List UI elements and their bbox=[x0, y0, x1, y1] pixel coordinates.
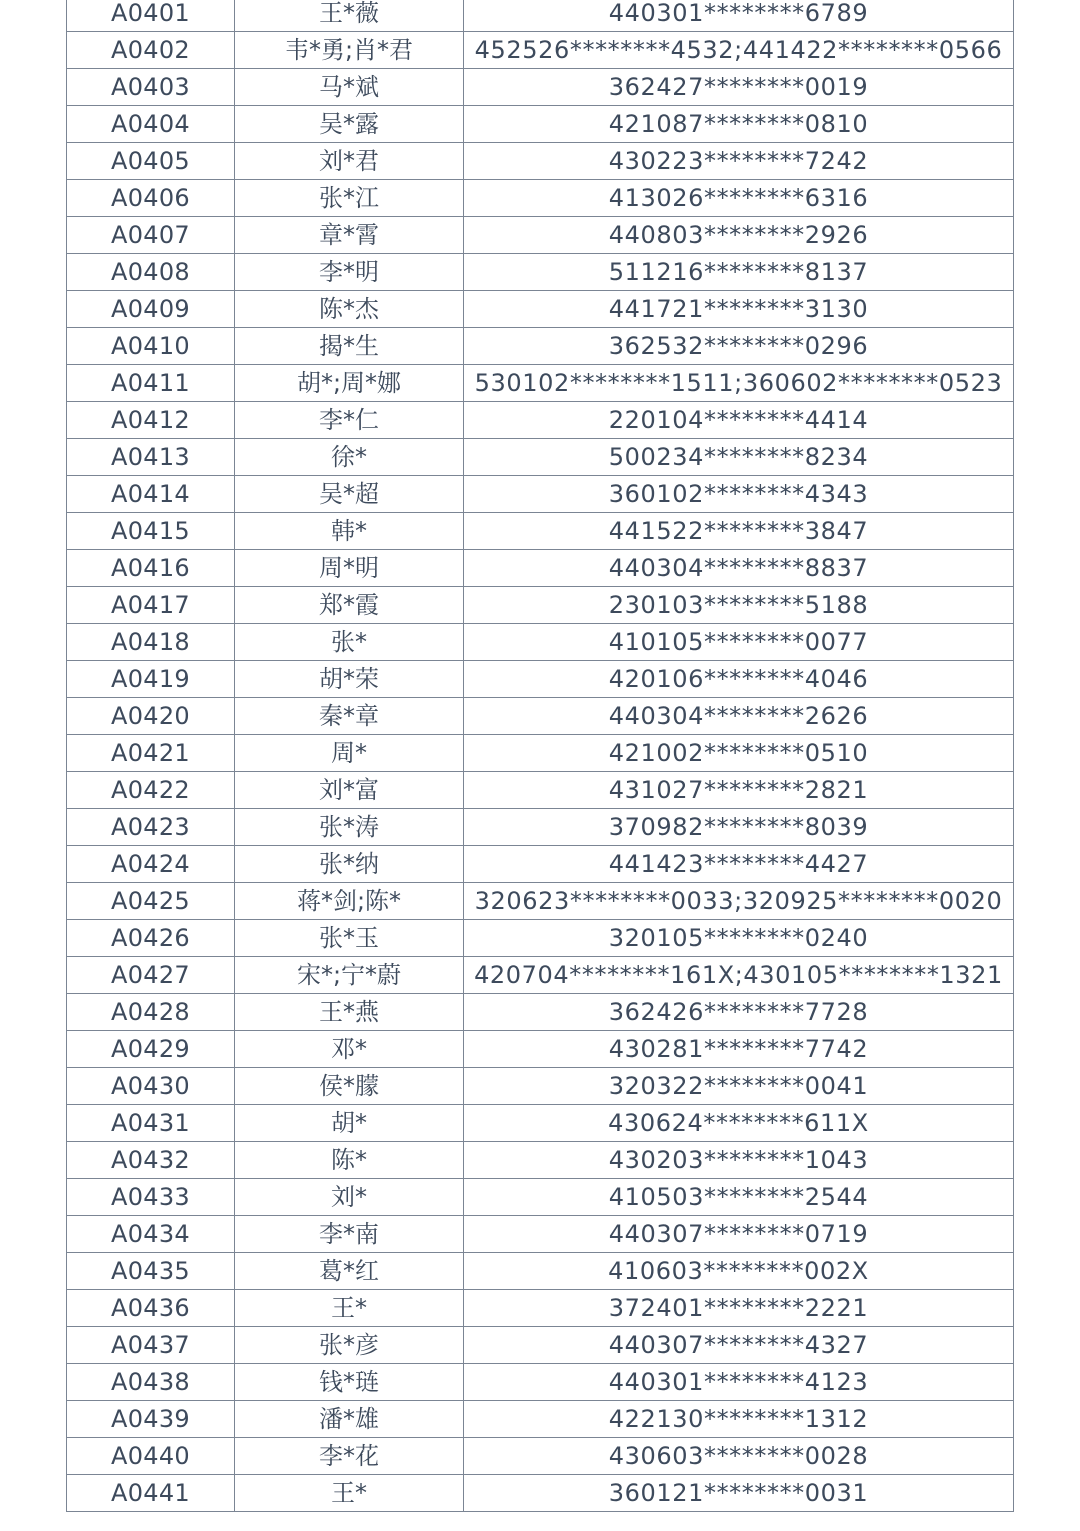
id-number-cell: 370982********8039 bbox=[464, 809, 1014, 846]
id-number-cell: 430624********611X bbox=[464, 1105, 1014, 1142]
table-row bbox=[67, 1290, 1014, 1327]
id-number-cell: 362427********0019 bbox=[464, 69, 1014, 106]
table-row bbox=[67, 772, 1014, 809]
row-number-cell: A0416 bbox=[67, 550, 235, 587]
name-cell: 章*霄 bbox=[235, 217, 464, 254]
table-row bbox=[67, 69, 1014, 106]
name-cell: 刘* bbox=[235, 1179, 464, 1216]
name-cell: 李*明 bbox=[235, 254, 464, 291]
applicant-table-container bbox=[66, 0, 1013, 1512]
table-row bbox=[67, 1216, 1014, 1253]
id-number-cell: 440803********2926 bbox=[464, 217, 1014, 254]
id-number-cell: 320623********0033;320925********0020 bbox=[464, 883, 1014, 920]
table-row bbox=[67, 587, 1014, 624]
table-row bbox=[67, 1438, 1014, 1475]
row-number-cell: A0418 bbox=[67, 624, 235, 661]
row-number-cell: A0406 bbox=[67, 180, 235, 217]
row-number-cell: A0427 bbox=[67, 957, 235, 994]
table-row bbox=[67, 846, 1014, 883]
id-number-cell: 362532********0296 bbox=[464, 328, 1014, 365]
id-number-cell: 511216********8137 bbox=[464, 254, 1014, 291]
id-number-cell: 360102********4343 bbox=[464, 476, 1014, 513]
id-number-cell: 410503********2544 bbox=[464, 1179, 1014, 1216]
id-number-cell: 420106********4046 bbox=[464, 661, 1014, 698]
row-number-cell: A0415 bbox=[67, 513, 235, 550]
table-row bbox=[67, 1142, 1014, 1179]
id-number-cell: 441721********3130 bbox=[464, 291, 1014, 328]
id-number-cell: 422130********1312 bbox=[464, 1401, 1014, 1438]
name-cell: 马*斌 bbox=[235, 69, 464, 106]
row-number-cell: A0411 bbox=[67, 365, 235, 402]
table-row bbox=[67, 920, 1014, 957]
name-cell: 张*涛 bbox=[235, 809, 464, 846]
name-cell: 陈*杰 bbox=[235, 291, 464, 328]
id-number-cell: 410105********0077 bbox=[464, 624, 1014, 661]
table-row bbox=[67, 550, 1014, 587]
id-number-cell: 440301********6789 bbox=[464, 0, 1014, 32]
id-number-cell: 362426********7728 bbox=[464, 994, 1014, 1031]
id-number-cell: 430203********1043 bbox=[464, 1142, 1014, 1179]
table-row bbox=[67, 0, 1014, 32]
table-row bbox=[67, 32, 1014, 69]
row-number-cell: A0417 bbox=[67, 587, 235, 624]
table-body bbox=[67, 0, 1014, 1512]
id-number-cell: 413026********6316 bbox=[464, 180, 1014, 217]
table-row bbox=[67, 994, 1014, 1031]
row-number-cell: A0404 bbox=[67, 106, 235, 143]
row-number-cell: A0420 bbox=[67, 698, 235, 735]
name-cell: 王* bbox=[235, 1475, 464, 1512]
row-number-cell: A0438 bbox=[67, 1364, 235, 1401]
table-row bbox=[67, 735, 1014, 772]
name-cell: 刘*君 bbox=[235, 143, 464, 180]
row-number-cell: A0403 bbox=[67, 69, 235, 106]
table-row bbox=[67, 513, 1014, 550]
name-cell: 钱*琏 bbox=[235, 1364, 464, 1401]
id-number-cell: 440304********2626 bbox=[464, 698, 1014, 735]
name-cell: 王* bbox=[235, 1290, 464, 1327]
id-number-cell: 421087********0810 bbox=[464, 106, 1014, 143]
name-cell: 张*彦 bbox=[235, 1327, 464, 1364]
row-number-cell: A0436 bbox=[67, 1290, 235, 1327]
table-row bbox=[67, 1105, 1014, 1142]
name-cell: 李*花 bbox=[235, 1438, 464, 1475]
id-number-cell: 320322********0041 bbox=[464, 1068, 1014, 1105]
name-cell: 周*明 bbox=[235, 550, 464, 587]
name-cell: 邓* bbox=[235, 1031, 464, 1068]
row-number-cell: A0433 bbox=[67, 1179, 235, 1216]
name-cell: 侯*朦 bbox=[235, 1068, 464, 1105]
name-cell: 李*南 bbox=[235, 1216, 464, 1253]
name-cell: 王*燕 bbox=[235, 994, 464, 1031]
name-cell: 韦*勇;肖*君 bbox=[235, 32, 464, 69]
table-row bbox=[67, 1031, 1014, 1068]
row-number-cell: A0412 bbox=[67, 402, 235, 439]
id-number-cell: 430223********7242 bbox=[464, 143, 1014, 180]
table-row bbox=[67, 1068, 1014, 1105]
row-number-cell: A0413 bbox=[67, 439, 235, 476]
id-number-cell: 230103********5188 bbox=[464, 587, 1014, 624]
row-number-cell: A0428 bbox=[67, 994, 235, 1031]
id-number-cell: 440307********4327 bbox=[464, 1327, 1014, 1364]
table-row bbox=[67, 180, 1014, 217]
row-number-cell: A0407 bbox=[67, 217, 235, 254]
name-cell: 秦*章 bbox=[235, 698, 464, 735]
table-row bbox=[67, 1364, 1014, 1401]
row-number-cell: A0426 bbox=[67, 920, 235, 957]
row-number-cell: A0429 bbox=[67, 1031, 235, 1068]
name-cell: 胡*;周*娜 bbox=[235, 365, 464, 402]
table-row bbox=[67, 291, 1014, 328]
row-number-cell: A0435 bbox=[67, 1253, 235, 1290]
table-row bbox=[67, 328, 1014, 365]
row-number-cell: A0410 bbox=[67, 328, 235, 365]
table-row bbox=[67, 254, 1014, 291]
table-row bbox=[67, 143, 1014, 180]
row-number-cell: A0414 bbox=[67, 476, 235, 513]
row-number-cell: A0424 bbox=[67, 846, 235, 883]
row-number-cell: A0421 bbox=[67, 735, 235, 772]
table-row bbox=[67, 957, 1014, 994]
id-number-cell: 440304********8837 bbox=[464, 550, 1014, 587]
name-cell: 胡*荣 bbox=[235, 661, 464, 698]
name-cell: 郑*霞 bbox=[235, 587, 464, 624]
id-number-cell: 320105********0240 bbox=[464, 920, 1014, 957]
table-row bbox=[67, 402, 1014, 439]
row-number-cell: A0432 bbox=[67, 1142, 235, 1179]
row-number-cell: A0423 bbox=[67, 809, 235, 846]
row-number-cell: A0402 bbox=[67, 32, 235, 69]
row-number-cell: A0441 bbox=[67, 1475, 235, 1512]
name-cell: 吴*超 bbox=[235, 476, 464, 513]
id-number-cell: 360121********0031 bbox=[464, 1475, 1014, 1512]
applicant-table bbox=[66, 0, 1014, 1512]
row-number-cell: A0425 bbox=[67, 883, 235, 920]
id-number-cell: 410603********002X bbox=[464, 1253, 1014, 1290]
id-number-cell: 440301********4123 bbox=[464, 1364, 1014, 1401]
name-cell: 葛*红 bbox=[235, 1253, 464, 1290]
id-number-cell: 440307********0719 bbox=[464, 1216, 1014, 1253]
table-row bbox=[67, 698, 1014, 735]
id-number-cell: 421002********0510 bbox=[464, 735, 1014, 772]
id-number-cell: 420704********161X;430105********1321 bbox=[464, 957, 1014, 994]
table-row bbox=[67, 1401, 1014, 1438]
name-cell: 宋*;宁*蔚 bbox=[235, 957, 464, 994]
table-row bbox=[67, 476, 1014, 513]
row-number-cell: A0434 bbox=[67, 1216, 235, 1253]
row-number-cell: A0439 bbox=[67, 1401, 235, 1438]
name-cell: 潘*雄 bbox=[235, 1401, 464, 1438]
name-cell: 蒋*剑;陈* bbox=[235, 883, 464, 920]
name-cell: 吴*露 bbox=[235, 106, 464, 143]
id-number-cell: 530102********1511;360602********0523 bbox=[464, 365, 1014, 402]
table-row bbox=[67, 1253, 1014, 1290]
id-number-cell: 441522********3847 bbox=[464, 513, 1014, 550]
row-number-cell: A0440 bbox=[67, 1438, 235, 1475]
name-cell: 胡* bbox=[235, 1105, 464, 1142]
table-row bbox=[67, 624, 1014, 661]
name-cell: 陈* bbox=[235, 1142, 464, 1179]
name-cell: 张*玉 bbox=[235, 920, 464, 957]
table-row bbox=[67, 217, 1014, 254]
row-number-cell: A0419 bbox=[67, 661, 235, 698]
id-number-cell: 452526********4532;441422********0566 bbox=[464, 32, 1014, 69]
table-row bbox=[67, 1179, 1014, 1216]
name-cell: 徐* bbox=[235, 439, 464, 476]
name-cell: 张* bbox=[235, 624, 464, 661]
table-row bbox=[67, 809, 1014, 846]
name-cell: 揭*生 bbox=[235, 328, 464, 365]
name-cell: 张*江 bbox=[235, 180, 464, 217]
row-number-cell: A0409 bbox=[67, 291, 235, 328]
name-cell: 周* bbox=[235, 735, 464, 772]
row-number-cell: A0401 bbox=[67, 0, 235, 32]
row-number-cell: A0405 bbox=[67, 143, 235, 180]
id-number-cell: 430603********0028 bbox=[464, 1438, 1014, 1475]
row-number-cell: A0437 bbox=[67, 1327, 235, 1364]
row-number-cell: A0430 bbox=[67, 1068, 235, 1105]
row-number-cell: A0408 bbox=[67, 254, 235, 291]
name-cell: 王*薇 bbox=[235, 0, 464, 32]
table-row bbox=[67, 661, 1014, 698]
id-number-cell: 372401********2221 bbox=[464, 1290, 1014, 1327]
id-number-cell: 431027********2821 bbox=[464, 772, 1014, 809]
name-cell: 韩* bbox=[235, 513, 464, 550]
table-row bbox=[67, 883, 1014, 920]
table-row bbox=[67, 1327, 1014, 1364]
row-number-cell: A0431 bbox=[67, 1105, 235, 1142]
name-cell: 刘*富 bbox=[235, 772, 464, 809]
name-cell: 张*纳 bbox=[235, 846, 464, 883]
table-row bbox=[67, 106, 1014, 143]
row-number-cell: A0422 bbox=[67, 772, 235, 809]
table-row bbox=[67, 365, 1014, 402]
id-number-cell: 430281********7742 bbox=[464, 1031, 1014, 1068]
table-row bbox=[67, 439, 1014, 476]
id-number-cell: 220104********4414 bbox=[464, 402, 1014, 439]
id-number-cell: 500234********8234 bbox=[464, 439, 1014, 476]
id-number-cell: 441423********4427 bbox=[464, 846, 1014, 883]
name-cell: 李*仁 bbox=[235, 402, 464, 439]
table-row bbox=[67, 1475, 1014, 1512]
